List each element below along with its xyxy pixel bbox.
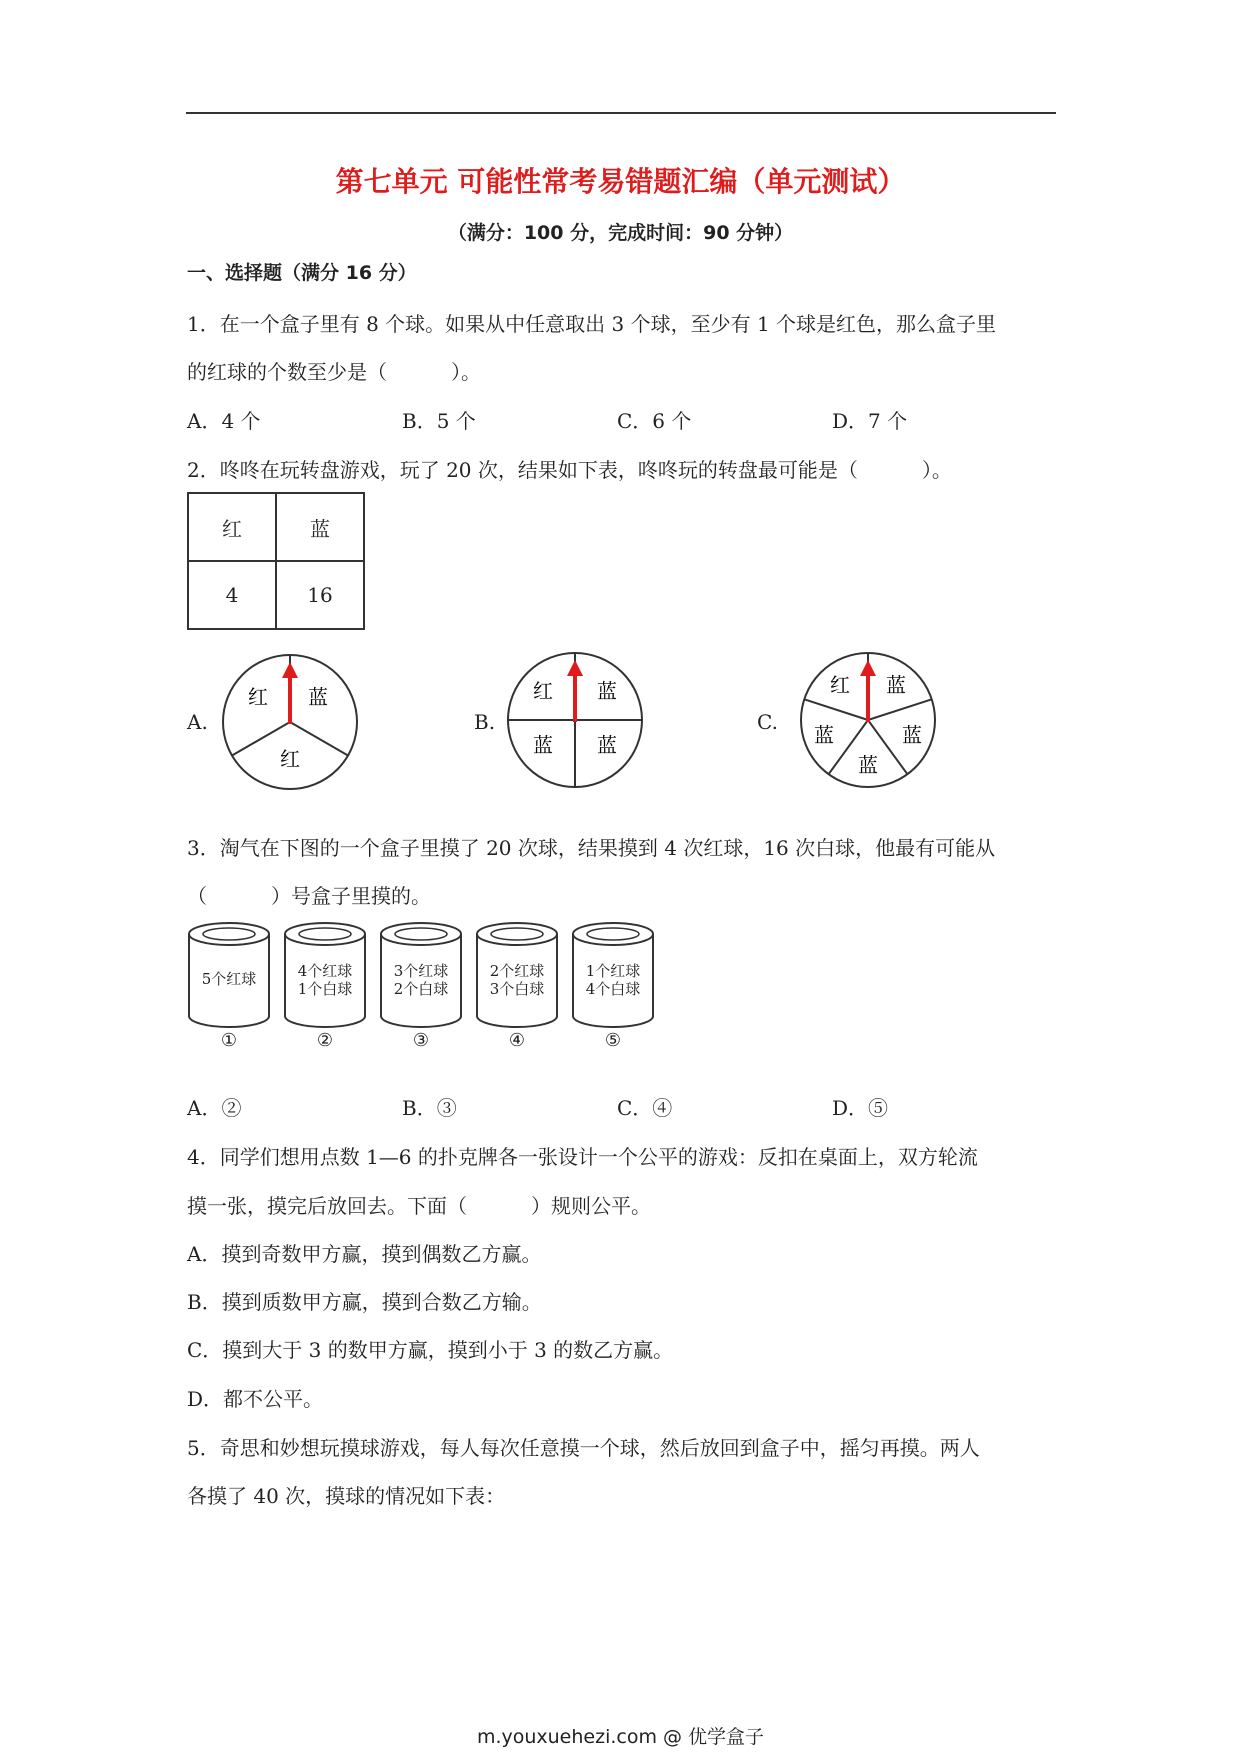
spinner-label: 蓝 [597,679,617,703]
q3-line1: 3．淘气在下图的一个盒子里摸了 20 次球，结果摸到 4 次红球，16 次白球，他最有可能从 [187,836,996,860]
table-cell: 红 [188,493,276,561]
header-rule [186,112,1056,114]
spinner-label: 红 [533,679,553,703]
spinner-label: 蓝 [858,753,878,777]
q3-option-a: A．② [187,1096,242,1120]
table-cell: 蓝 [276,493,364,561]
spinner-label: 蓝 [886,673,906,697]
q1-option-d: D．7 个 [832,409,908,433]
spinner-label: 蓝 [308,685,328,709]
q2-text: 2．咚咚在玩转盘游戏，玩了 20 次，结果如下表，咚咚玩的转盘最可能是（ ）。 [187,458,952,482]
q4-option-b: B．摸到质数甲方赢，摸到合数乙方输。 [187,1290,542,1314]
page-subtitle: （满分：100 分，完成时间：90 分钟） [447,222,794,244]
page-title: 第七单元 可能性常考易错题汇编（单元测试） [335,165,906,198]
q1-option-a: A．4 个 [187,409,261,433]
q1-line1: 1．在一个盒子里有 8 个球。如果从中任意取出 3 个球，至少有 1 个球是红色，那么盒子里 [187,312,997,336]
box-4-number: ④ [508,1030,526,1051]
spinner-label: 红 [830,673,850,697]
q4-option-a: A．摸到奇数甲方赢，摸到偶数乙方赢。 [187,1242,542,1266]
arrow-head-icon [860,660,876,676]
section-heading: 一、选择题（满分 16 分） [187,262,417,284]
box-1-number: ① [220,1030,238,1051]
box-3-number: ③ [412,1030,430,1051]
box-4-label: 2个红球 [489,962,545,980]
q1-option-c: C．6 个 [617,409,692,433]
box-5-label: 1个红球 [585,962,641,980]
box-2-number: ② [316,1030,334,1051]
q4-option-c: C．摸到大于 3 的数甲方赢，摸到小于 3 的数乙方赢。 [187,1338,674,1362]
q4-option-d: D．都不公平。 [187,1387,324,1411]
q3-option-c: C．④ [617,1096,673,1120]
q5-line1: 5．奇思和妙想玩摸球游戏，每人每次任意摸一个球，然后放回到盒子中，摇匀再摸。两人 [187,1436,980,1460]
spinner-b [505,650,645,790]
q2-option-b: B. [474,710,496,734]
q4-line1: 4．同学们想用点数 1—6 的扑克牌各一张设计一个公平的游戏：反扣在桌面上，双方轮流 [187,1145,978,1169]
spinner-label: 蓝 [902,723,922,747]
arrow-head-icon [282,662,298,678]
q3-option-d: D．⑤ [832,1096,889,1120]
box-5-number: ⑤ [604,1030,622,1051]
q1-line2: 的红球的个数至少是（ ）。 [187,360,481,384]
table-cell: 4 [188,561,276,629]
q3-line2: （ ）号盒子里摸的。 [187,884,431,908]
spinner-label: 蓝 [533,733,553,757]
table-cell: 16 [276,561,364,629]
q2-option-c: C. [757,710,778,734]
q2-result-table [187,492,365,630]
q1-option-b: B．5 个 [402,409,476,433]
q4-line2: 摸一张，摸完后放回去。下面（ ）规则公平。 [187,1194,651,1218]
box-3-label: 3个红球 [393,962,449,980]
spinner-label: 红 [280,747,300,771]
arrow-head-icon [567,660,583,676]
q2-option-a: A. [187,710,208,734]
spinner-c [798,650,938,790]
box-2-label: 4个红球 [297,962,353,980]
q5-line2: 各摸了 40 次，摸球的情况如下表： [187,1484,506,1508]
spinner-label: 蓝 [597,733,617,757]
box-figures: 5个红球 ① 4个红球 1个白球 ② 3个红球 2个白球 ③ 2个红球 3个白球 ④ 1个红球 4个白球 ⑤ [186,920,676,1060]
q3-option-b: B．③ [402,1096,457,1120]
box-1-label: 5个红球 [201,970,257,988]
footer-source: m.youxuehezi.com @ 优学盒子 [476,1726,765,1748]
spinner-label: 红 [248,685,268,709]
spinner-label: 蓝 [814,723,834,747]
spinner-a [220,652,360,792]
